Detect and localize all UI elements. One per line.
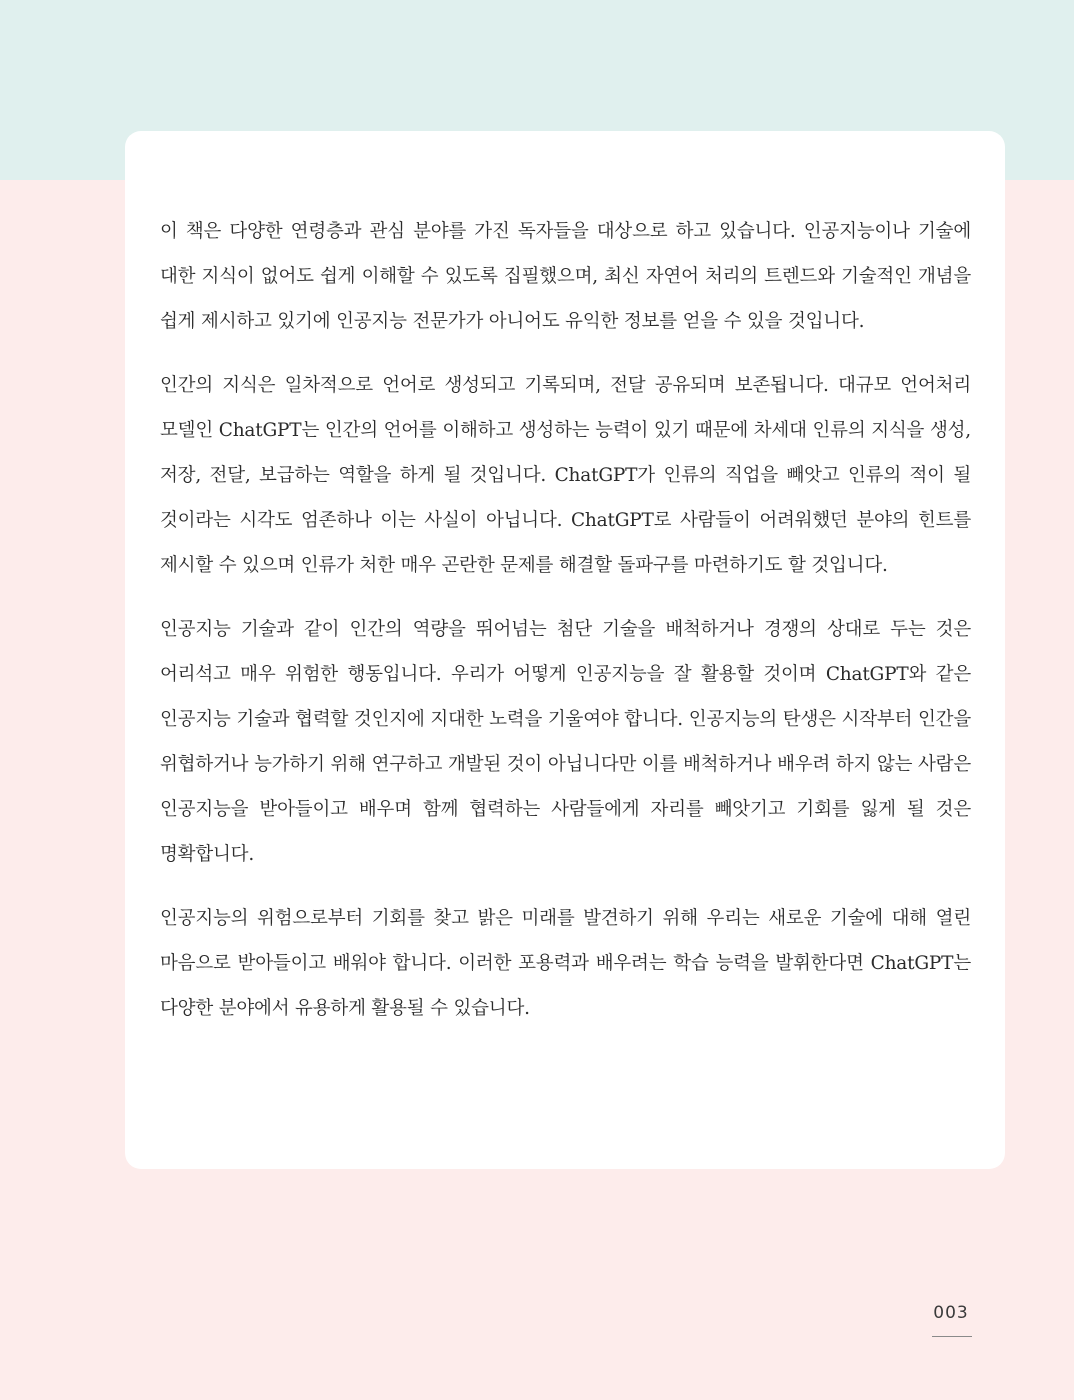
paragraph-4: 인공지능의 위험으로부터 기회를 찾고 밝은 미래를 발견하기 위해 우리는 새로운 기술에 대해 열린 마음으로 받아들이고 배워야 합니다. 이러한 포용력과 배우려는 학습 능력을 발휘한다면 ChatGPT는 다양한 분야에서 유용하게 활용될 수 있습니다.	[160, 908, 971, 1019]
page-number-underline	[932, 1336, 972, 1337]
paragraph-3: 인공지능 기술과 같이 인간의 역량을 뛰어넘는 첨단 기술을 배척하거나 경쟁의 상대로 두는 것은 어리석고 매우 위험한 행동입니다. 우리가 어떻게 인공지능을 잘 활용할 것이며 ChatGPT와 같은 인공지능 기술과 협력할 것인지에 지대한 노력을 기울여야 합니다. 인공지능의 탄생은 시작부터 인간을 위협하거나 능가하기 위해 연구하고 개발된 것이 아닙니다만 이를 배척하거나 배우려 하지 않는 사람은 인공지능을 받아들이고 배우며 함께 협력하는 사람들에게 자리를 빼앗기고 기회를 잃게 될 것은 명확합니다.	[160, 619, 971, 865]
paragraph-2: 인간의 지식은 일차적으로 언어로 생성되고 기록되며, 전달 공유되며 보존됩니다. 대규모 언어처리 모델인 ChatGPT는 인간의 언어를 이해하고 생성하는 능력이 있기 때문에 차세대 인류의 지식을 생성, 저장, 전달, 보급하는 역할을 하게 될 것입니다. ChatGPT가 인류의 직업을 빼앗고 인류의 적이 될 것이라는 시각도 엄존하나 이는 사실이 아닙니다. ChatGPT로 사람들이 어려워했던 분야의 힌트를 제시할 수 있으며 인류가 처한 매우 곤란한 문제를 해결할 돌파구를 마련하기도 할 것입니다.	[160, 375, 971, 576]
content-card	[125, 131, 1005, 1169]
paragraph-1: 이 책은 다양한 연령층과 관심 분야를 가진 독자들을 대상으로 하고 있습니다. 인공지능이나 기술에 대한 지식이 없어도 쉽게 이해할 수 있도록 집필했으며, 최신 자연어 처리의 트렌드와 기술적인 개념을 쉽게 제시하고 있기에 인공지능 전문가가 아니어도 유익한 정보를 얻을 수 있을 것입니다.	[160, 221, 971, 332]
page-number: 003	[933, 1303, 969, 1323]
